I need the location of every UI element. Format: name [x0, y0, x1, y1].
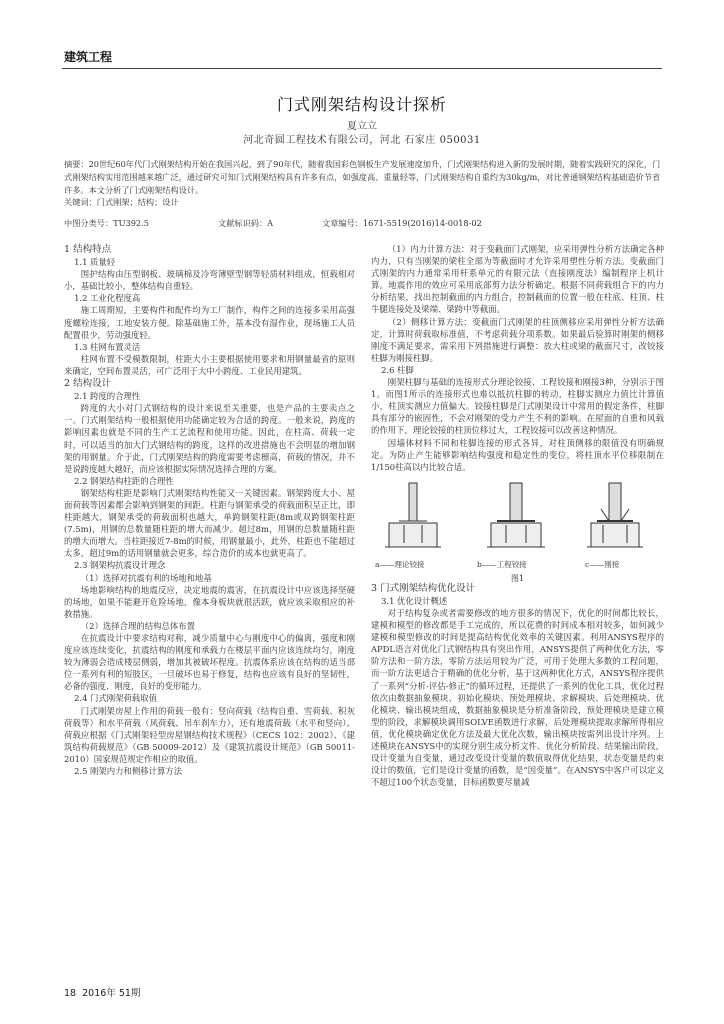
clc-label: 中图分类号： — [64, 218, 114, 228]
paragraph: （1）内力计算方法：对于变截面门式刚架，应采用弹性分析方法确定各种内力，只有当刚架的梁柱全部为等截面时才允许采用塑性分析方法。变截面门式刚架的内力通常采用杆系单元的有限元法（直接刚度法）编制程序上机计算。地震作用的效应可采用底部剪力法分析确定。根据不同荷载组合下的内力分析结果，找出控制截面的内力组合，控制截面的位置一般在柱底、柱顶、柱牛腿连接处及梁端、梁跨中等截面。 — [371, 244, 664, 315]
paragraph: 对于结构复杂或者需要修改的地方很多的情况下，优化的时间都比较长，建模和模型的修改都是手工完成的，所以花费的时间成本相对较多，如何减少建模和模型修改的时间是提高结构优化效率的关键因素。利用ANSYS程序的APDL语言对优化门式钢结构具有突出作用，ANSYS提供了两种优化方法，零阶方法和一阶方法，零阶方法运用较为广泛，可用于处理大多数的工程问题，而一阶方法更适合于精确的优化分析，基于这两种优化方式，ANSYS程序提供了一系列“分析-评估-修正”的循环过程，还提供了一系列的优化工具，优化过程依次由数据抽象模块、初始化模块、预处理模块、求解模块、后处理模块、优化模块、输出模块组成，数据抽象模块是分析准备阶段，预处理模块是建立模型的阶段，求解模块调用SOLVE函数进行求解，后处理模块提取求解所得相应值，优化模块确定优化方法及最大优化次数，输出模块按需列出设计序列。上述模块在ANSYS中的实现分别生成分析文件、优化分析阶段、结果输出阶段，设计变量为自变量，通过改变设计变量的数值取得优化结果，状态变量是约束设计的数值，它们是设计变量的函数，是“因变量”。在ANSYS中客户可以定义不超过100个状态变量，目标函数要尽量减 — [371, 607, 664, 788]
subsection-heading: 2.1 跨度的合理性 — [74, 391, 141, 402]
column-base-diagram — [371, 479, 664, 557]
subsection-heading: 2.2 钢架结构柱距的合理性 — [74, 475, 174, 486]
paragraph: 场地影响结构的地震反应，决定地震的震害，在抗震设计中应该选择坚硬的场地，如果不能避开危险场地，像本身板块就很活跃，就应该采取相应的补救措施。 — [64, 584, 355, 619]
subsection-heading: 2.5 刚架内力和侧移计算方法 — [74, 766, 183, 777]
subsection-heading: 2.4 门式刚架荷载取值 — [74, 693, 158, 704]
article-affiliation: 河北奇圆工程技术有限公司，河北 石家庄 050031 — [243, 135, 481, 146]
paragraph: 围护结构由压型钢板、玻璃棉及冷弯薄壁型钢等轻质材料组成，恒载相对小，基础比较小，整体结构自重轻。 — [64, 269, 355, 292]
doc-code-value: A — [267, 218, 274, 228]
abstract-label: 摘要： — [64, 159, 89, 169]
clc-number — [64, 218, 149, 229]
article-author: 夏立立 — [347, 121, 377, 132]
subsection-heading: （2）选择合理的结构总体布置 — [80, 620, 195, 631]
right-column-top — [371, 243, 664, 473]
left-column — [64, 243, 355, 777]
abstract — [64, 158, 664, 209]
subsection-heading: 3.1 优化设计概述 — [381, 595, 448, 606]
figure-caption: 图1 — [510, 573, 525, 583]
issue-label: 2016年 51期 — [82, 988, 141, 999]
paragraph: 柱网布置不受模数限制，柱距大小主要根据使用要求和用钢量最省的原则来确定，空间布置灵活，可广泛用于大中小跨度、工业民用建筑。 — [64, 353, 355, 376]
article-number-label: 文章编号： — [322, 218, 363, 228]
paragraph: （2）侧移计算方法：变截面门式刚架的柱顶侧移应采用弹性分析方法确定，计算时荷载取标准值，不考虑荷载分项系数。如果最后验算时刚架的侧移刚度不满足要求，需采用下列措施进行调整：放大柱或梁的截面尺寸，改铰接柱脚为刚接柱脚。 — [371, 316, 664, 363]
subsection-heading: （1）选择对抗震有利的场地和地基 — [80, 572, 212, 583]
section-heading: 3 门式刚架结构优化设计 — [371, 582, 476, 594]
article-number-value: 1671-5519(2016)14-0018-02 — [362, 218, 482, 228]
clc-value: TU392.5 — [113, 218, 149, 228]
header-rule — [62, 68, 662, 69]
keywords-label: 关键词： — [64, 197, 97, 208]
figure-label-a: a——理论铰接 — [375, 559, 425, 569]
figure-label-c: c——刚接 — [585, 559, 620, 569]
figure-label-b: b——工程铰接 — [477, 559, 527, 569]
keywords: 门式刚架；结构；设计 — [96, 197, 179, 208]
paragraph: 钢架结构柱距是影响门式刚架结构性能又一关键因素。钢架跨度大小、屋面荷载等因素都会影响到钢架的间距。柱距与钢架承受的荷载面积呈正比，即柱距越大，钢架承受的荷载面积也越大，单跨钢架柱距(8m或双跨钢架柱距(7.5m)，用钢的总数量随柱距的增大而减少。超过8m，用钢的总数量随柱距的增大而增大。当柱距接近7-8m的时候，用钢量最小，此外，柱距也不能超过太多，超过9m的话用钢量就会更多，综合造价的成本也就更高了。 — [64, 487, 355, 559]
subsection-heading: 1.2 工业化程度高 — [74, 293, 141, 304]
paragraph: 在抗震设计中要求结构对称，减少质量中心与刚度中心的偏离，强度和刚度应该连续变化，抗震结构的刚度和承载力在楼层平面内应该连续均匀，刚度较为薄弱会造成楼层侧弱，增加其被破坏程度。抗震体系应该在结构的适当部位一系列有利的短肢区，一旦破坏也易于修复，结构也应该有良好的坚韧性，必备的强度、刚度，良好的变形能力。 — [64, 633, 355, 692]
paragraph: 施工周期短，主要构件和配件均为工厂制作，构件之间的连接多采用高强度螺栓连接，工地安装方便。除基础施工外，基本没有湿作业，现场施工人员配置很少，劳动强度轻。 — [64, 305, 355, 340]
figure-1 — [371, 479, 664, 583]
subsection-heading: 1.3 柱网布置灵活 — [74, 341, 141, 352]
page-footer — [64, 985, 140, 999]
paragraph: 刚架柱脚与基础的连接形式分理论铰接、工程铰接和刚接3种，分别示于图1。而图1所示的连接形式也难以抵抗柱脚的转动，柱脚实测应力值比计算值小，柱顶实测应力值偏大。铰接柱脚是门式刚架设计中常用的假定条件，柱脚具有部分的嵌固性，不会对刚架的受力产生不利的影响。在屋面的自重和风载的作用下，理论铰接的柱顶位移过大，工程铰接可以改善这种情况。 — [371, 377, 664, 436]
paragraph: 因墙体材料不同和柱脚连接的形式各异，对柱顶侧移的限值没有明确规定。为防止产生能够影响结构强度和稳定性的变位，将柱顶水平位移限制在1/150柱高以内比较合适。 — [371, 437, 664, 472]
hinged-base-engineering — [487, 483, 545, 547]
paragraph: 门式刚架房屋上作用的荷载一般有：竖向荷载（结构自重、雪荷载、积灰荷载等）和水平荷载（风荷载、吊车刹车力），还有地震荷载（水平和竖向）。荷载应根据《门式刚架轻型房屋钢结构技术规程》（CECS 102：2002）、《建筑结构荷载规范》（GB 50009-2012）及《建筑抗震设计规范》（GB 50011-2010）国家规范规定作相应的取值。 — [64, 705, 355, 764]
page-number: 18 — [64, 988, 77, 999]
rigid-base — [587, 483, 643, 547]
paragraph: 跨度的大小对门式钢结构的设计来说至关重要，也是产品的主要卖点之一。门式刚架结构一般根据使用功能确定较为合适的跨度。一般来说，跨度的影响因素也就是不同的生产工艺流程和使用功能。因此，在柱高、荷载一定时，可以适当的加大门式钢结构的跨度，这样的改进措施也不会明显的增加钢架的用钢量。介于此，门式刚架结构的跨度需要考虑檩高，荷载的情况，并不是说跨度越大越好，而应该根据实际情况选择合理的方案。 — [64, 403, 355, 474]
hinged-base-theory — [385, 483, 441, 547]
section-heading: 1 结构特点 — [64, 244, 112, 255]
abstract-text: 20世纪60年代门式刚架结构开始在我国兴起，到了90年代，随着我国彩色钢板生产发展速度加升，门式刚架结构进入新的发展时期，随着实践研究的深化，门式刚架结构实用范围越来越广泛，通过研究可知门式刚架结构具有许多有点，如强度高、重量轻等，门式刚架结构自重约为30kg/m，对比普通钢架结构基础造价节省许多。本文分析了门式刚架结构设计。 — [64, 159, 661, 195]
section-heading: 2 结构设计 — [64, 378, 112, 390]
subsection-heading: 2.3 钢架构抗震设计理念 — [74, 560, 166, 571]
right-column — [371, 243, 664, 788]
subsection-heading: 2.6 柱脚 — [381, 364, 414, 375]
doc-code-label: 文献标识码： — [218, 218, 268, 228]
right-column-bottom — [371, 583, 664, 789]
doc-code — [218, 218, 273, 229]
subsection-heading: 1.1 质量轻 — [74, 257, 116, 268]
section-label: 建筑工程 — [64, 50, 113, 64]
article-title: 门式刚架结构设计探析 — [276, 95, 447, 114]
article-number — [322, 218, 482, 229]
